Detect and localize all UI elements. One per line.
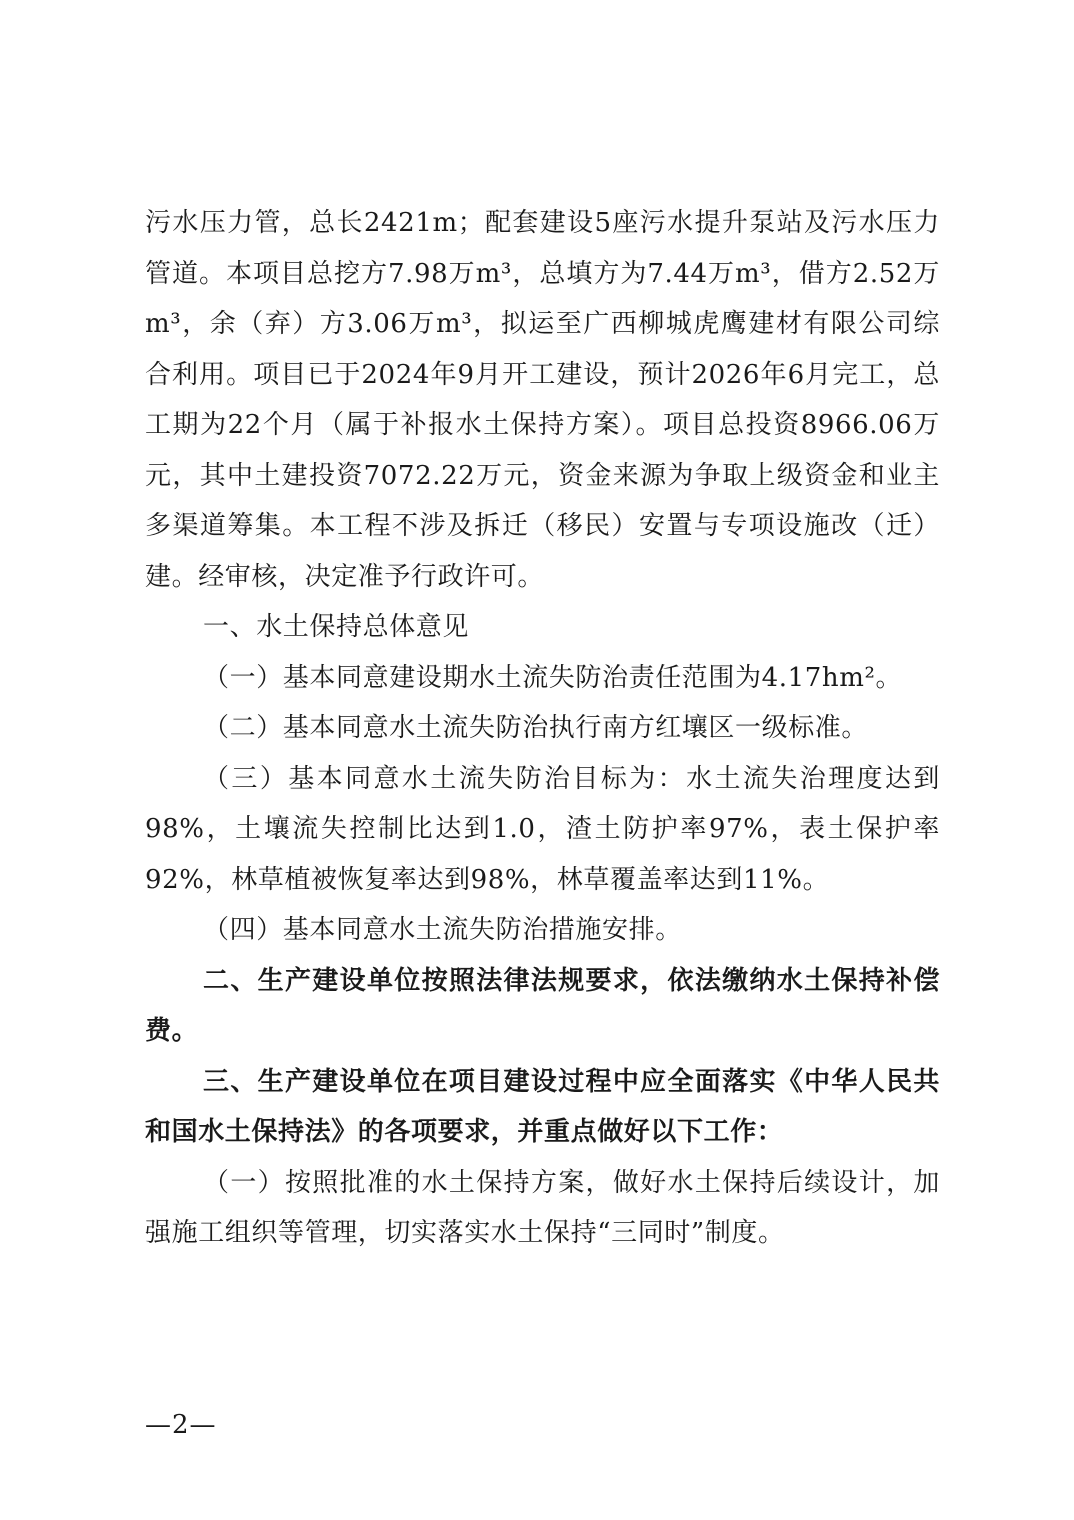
section-heading-implementation-requirements: 三、生产建设单位在项目建设过程中应全面落实《中华人民共和国水土保持法》的各项要求，并重点做好以下工作： (145, 1066, 940, 1147)
opinion-item-prevention-standard: （二）基本同意水土流失防治执行南方红壤区一级标准。 (203, 713, 869, 743)
section-heading-overall-opinion: 一、水土保持总体意见 (203, 612, 470, 642)
opinion-item-prevention-measures: （四）基本同意水土流失防治措施安排。 (203, 915, 682, 945)
opinion-item-prevention-targets: （三）基本同意水土流失防治目标为：水土流失治理度达到98%，土壤流失控制比达到1.0，渣土防护率97%，表土保护率92%，林草植被恢复率达到98%，林草覆盖率达到11%。 (145, 763, 940, 895)
project-summary-paragraph: 污水压力管，总长2421m；配套建设5座污水提升泵站及污水压力管道。本项目总挖方7.98万m³，总填方为7.44万m³，借方2.52万m³，余（弃）方3.06万m³，拟运至广西柳城虎鹰建材有限公司综合利用。项目已于2024年9月开工建设，预计2026年6月完工，总工期为22个月（属于补报水土保持方案）。项目总投资8966.06万元，其中土建投资7072.22万元，资金来源为争取上级资金和业主多渠道筹集。本工程不涉及拆迁（移民）安置与专项设施改（迁）建。经审核，决定准予行政许可。 (145, 208, 940, 592)
requirement-item-three-simultaneities: （一）按照批准的水土保持方案，做好水土保持后续设计，加强施工组织等管理，切实落实水土保持“三同时”制度。 (145, 1167, 940, 1248)
document-body (145, 198, 940, 1259)
opinion-item-responsibility-scope: （一）基本同意建设期水土流失防治责任范围为4.17hm²。 (203, 662, 903, 693)
page-number: —2— (145, 1410, 217, 1440)
section-heading-compensation-fee: 二、生产建设单位按照法律法规要求，依法缴纳水土保持补偿费。 (145, 965, 940, 1046)
